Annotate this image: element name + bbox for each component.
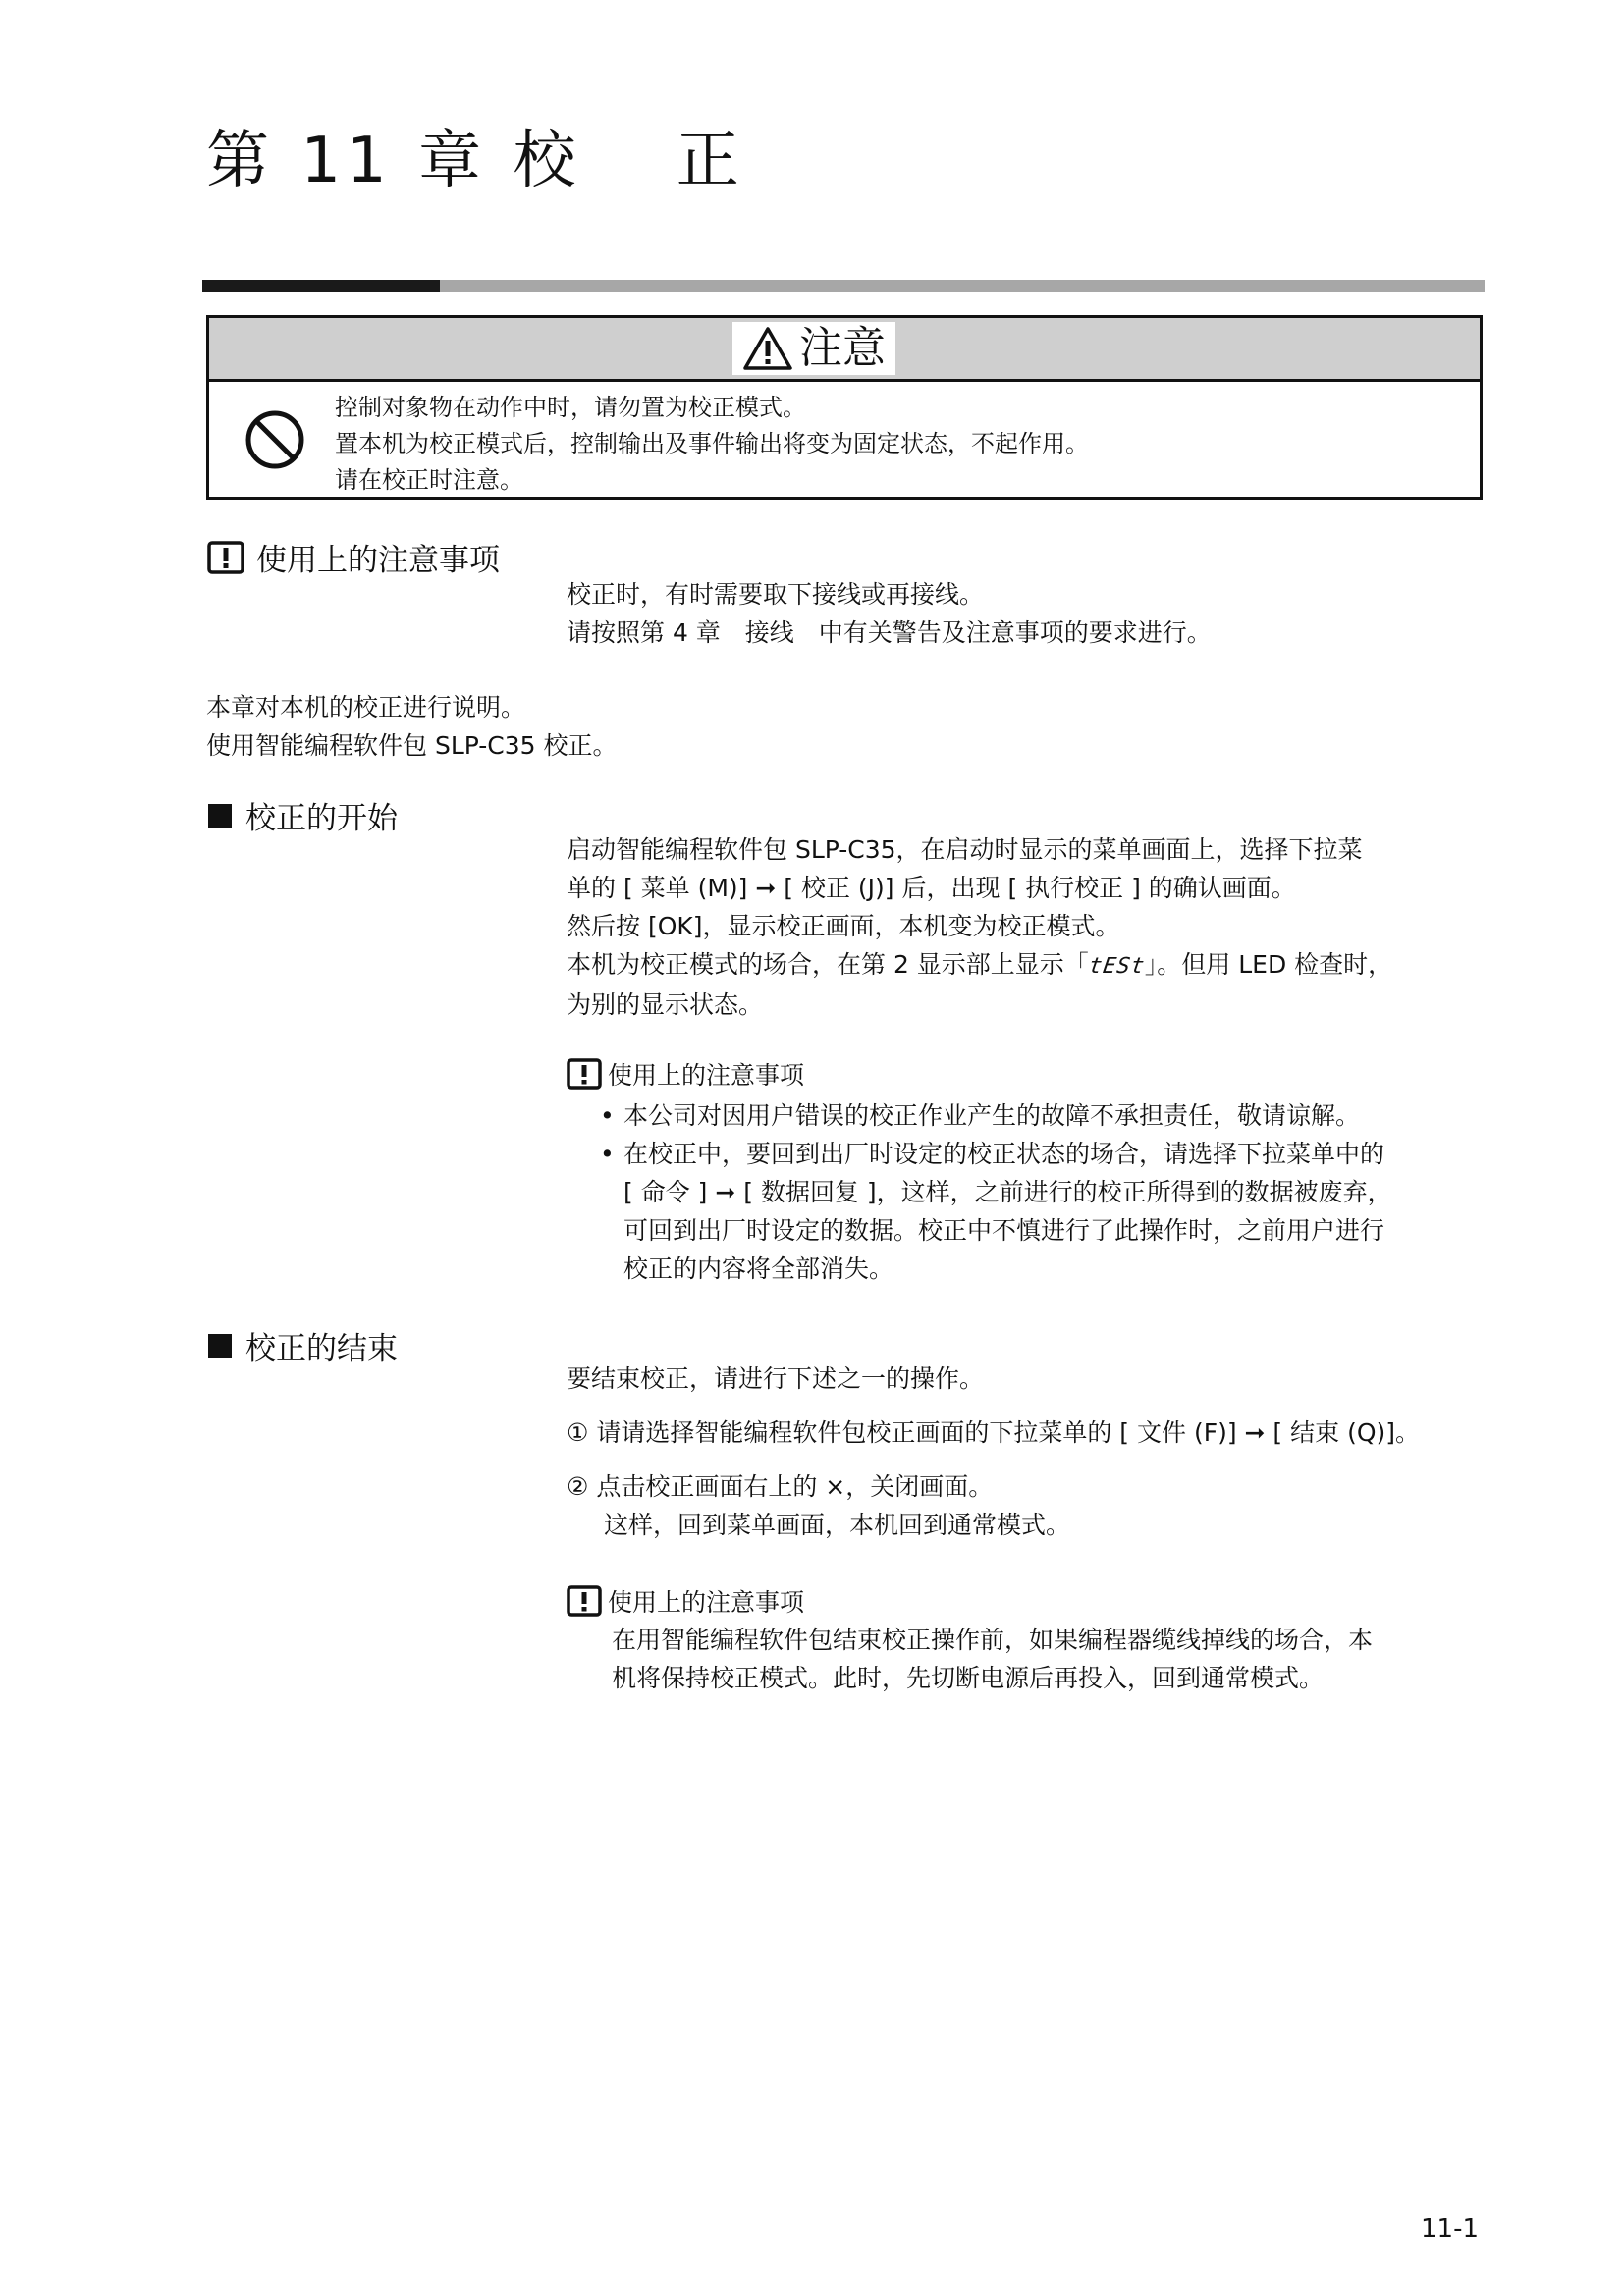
end-step2: ② 点击校正画面右上的 ×，关闭画面。 bbox=[567, 1472, 994, 1501]
end-section-heading bbox=[208, 1323, 398, 1367]
bullet-text: 本公司对因用户错误的校正作业产生的故障不承担责任，敬请谅解。 bbox=[623, 1101, 1361, 1130]
caution-header-text: 注意 bbox=[799, 323, 886, 373]
start-line bbox=[567, 945, 1392, 986]
bullet-dot: • bbox=[600, 1140, 615, 1168]
intro-line: 使用智能编程软件包 SLP-C35 校正。 bbox=[206, 731, 618, 760]
prohibition-icon bbox=[244, 409, 305, 470]
square-bullet-icon bbox=[208, 804, 232, 828]
start-line4-suffix: 」。但用 LED 检查时， bbox=[1144, 950, 1393, 979]
usage-note-line: 校正时，有时需要取下接线或再接线。 bbox=[567, 580, 985, 609]
start-note-title: 使用上的注意事项 bbox=[608, 1061, 805, 1090]
intro-line: 本章对本机的校正进行说明。 bbox=[206, 693, 526, 721]
start-section-heading bbox=[208, 793, 398, 837]
end-note-title: 使用上的注意事项 bbox=[608, 1588, 805, 1617]
bullet-text: 在校正中，要回到出厂时设定的校正状态的场合，请选择下拉菜单中的 bbox=[623, 1140, 1385, 1168]
end-note-line: 在用智能编程软件包结束校正操作前，如果编程器缆线掉线的场合，本 bbox=[612, 1626, 1374, 1654]
title-rule-light bbox=[440, 280, 1485, 292]
intro-text bbox=[206, 688, 618, 765]
chapter-title: 第 11 章 校 正 bbox=[206, 125, 745, 197]
bullet-text: 可回到出厂时设定的数据。校正中不慎进行了此操作时，之前用户进行 bbox=[623, 1216, 1385, 1245]
title-rule-dark bbox=[202, 280, 440, 292]
display-code: tESt bbox=[1087, 954, 1147, 979]
end-section-title: 校正的结束 bbox=[245, 1331, 398, 1366]
square-bullet-icon bbox=[208, 1334, 232, 1358]
usage-note-line: 请按照第 4 章 接线 中有关警告及注意事项的要求进行。 bbox=[567, 618, 1212, 647]
caution-header bbox=[209, 318, 1480, 382]
caution-body bbox=[209, 382, 1480, 497]
usage-note-title: 使用上的注意事项 bbox=[256, 543, 500, 578]
bullet-text: 校正的内容将全部消失。 bbox=[623, 1255, 894, 1283]
start-note-bullets bbox=[586, 1096, 1489, 1288]
warning-triangle-icon bbox=[742, 326, 793, 371]
end-step2-cont: 这样，回到菜单画面，本机回到通常模式。 bbox=[604, 1511, 1071, 1539]
end-note-text bbox=[612, 1621, 1373, 1697]
usage-note-text bbox=[567, 575, 1212, 652]
start-note-heading bbox=[567, 1056, 804, 1092]
caution-line: 控制对象物在动作中时，请勿置为校正模式。 bbox=[335, 394, 806, 421]
page-number: 11-1 bbox=[1420, 2215, 1479, 2244]
caution-line: 请在校正时注意。 bbox=[335, 466, 523, 494]
bullet-item bbox=[586, 1135, 1489, 1288]
bullet-text: [ 命令 ] ➞ [ 数据回复 ]，这样，之前进行的校正所得到的数据被废弃， bbox=[623, 1178, 1392, 1206]
end-section-line1: 要结束校正，请进行下述之一的操作。 bbox=[567, 1364, 985, 1393]
usage-note-heading bbox=[207, 535, 500, 579]
bullet-dot: • bbox=[600, 1101, 615, 1130]
start-section-title: 校正的开始 bbox=[245, 801, 398, 836]
caution-line: 置本机为校正模式后，控制输出及事件输出将变为固定状态，不起作用。 bbox=[335, 430, 1089, 457]
start-line: 启动智能编程软件包 SLP-C35，在启动时显示的菜单画面上，选择下拉菜 bbox=[567, 835, 1363, 864]
caution-tag bbox=[732, 322, 895, 375]
start-line: 为别的显示状态。 bbox=[567, 990, 764, 1019]
caution-text bbox=[335, 390, 1089, 499]
start-line4-prefix: 本机为校正模式的场合，在第 2 显示部上显示「 bbox=[567, 950, 1089, 979]
exclamation-box-icon bbox=[207, 541, 244, 574]
start-section-text bbox=[567, 830, 1392, 1024]
bullet-item bbox=[586, 1096, 1489, 1135]
end-note-line: 机将保持校正模式。此时，先切断电源后再投入，回到通常模式。 bbox=[612, 1664, 1325, 1692]
end-note-heading bbox=[567, 1583, 804, 1619]
end-step1: ① 请请选择智能编程软件包校正画面的下拉菜单的 [ 文件 (F)] ➞ [ 结束 (Q)]。 bbox=[567, 1418, 1421, 1447]
start-line: 然后按 [OK]，显示校正画面，本机变为校正模式。 bbox=[567, 912, 1120, 940]
exclamation-box-icon bbox=[567, 1058, 602, 1090]
exclamation-box-icon bbox=[567, 1585, 602, 1617]
start-line: 单的 [ 菜单 (M)] ➞ [ 校正 (J)] 后，出现 [ 执行校正 ] 的确认画面。 bbox=[567, 874, 1296, 902]
caution-box bbox=[206, 315, 1483, 500]
